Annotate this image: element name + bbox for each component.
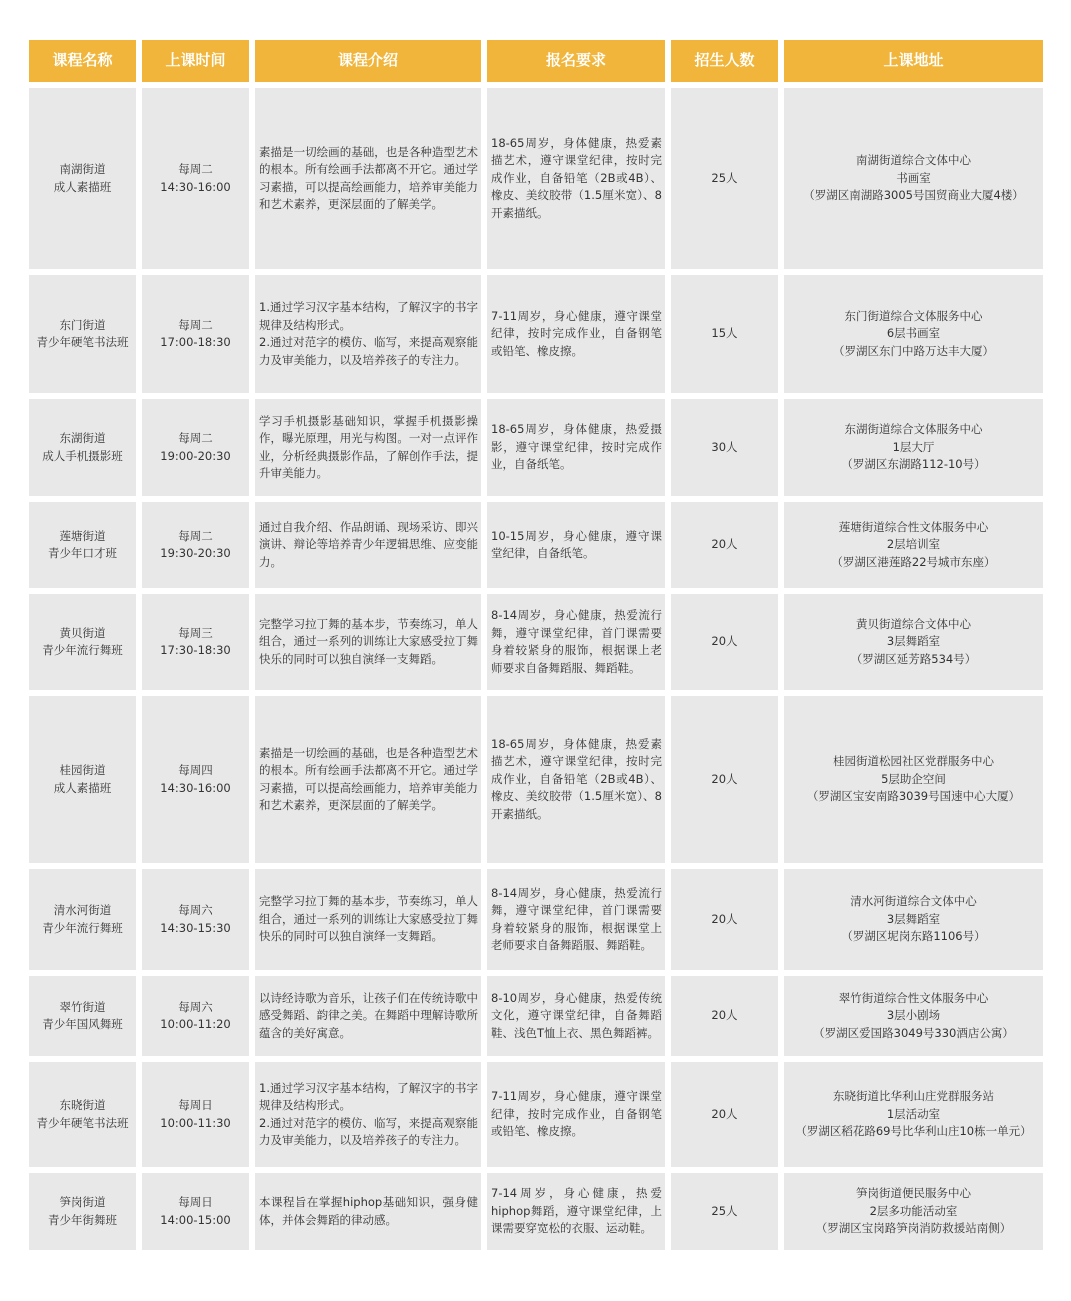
requirements-cell [487, 1062, 665, 1167]
course-intro-cell-text: 1.通过学习汉字基本结构，了解汉字的书字规律及结构形式。 2.通过对范字的模仿、临写，来提高观察能力及审美能力，以及培养孩子的专注力。 [259, 300, 478, 367]
table-row [29, 1173, 1043, 1250]
course-name-cell-text: 南湖街道 成人素描班 [53, 162, 112, 194]
enrollment-count-cell [671, 502, 778, 588]
course-intro-cell-text: 以诗经诗歌为音乐，让孩子们在传统诗歌中感受舞蹈、韵律之美。在舞蹈中理解诗歌所蕴含的美好寓意。 [259, 990, 478, 1040]
course-intro-cell [255, 594, 481, 690]
enrollment-count-cell [671, 1062, 778, 1167]
requirements-cell [487, 869, 665, 970]
address-cell-text: 东湖街道综合文体服务中心 1层大厅 （罗湖区东湖路112-10号） [841, 422, 986, 472]
course-intro-cell-text: 素描是一切绘画的基础，也是各种造型艺术的根本。所有绘画手法都离不开它。通过学习素描，可以提高绘画能力，培养审美能力和艺术素养，更深层面的了解美学。 [259, 144, 478, 211]
requirements-cell [487, 976, 665, 1056]
course-name-cell [29, 1173, 136, 1250]
address-cell [784, 1173, 1043, 1250]
address-cell-text: 清水河街道综合文体中心 3层舞蹈室 （罗湖区坭岗东路1106号） [841, 894, 986, 944]
course-intro-cell [255, 1173, 481, 1250]
requirements-cell [487, 594, 665, 690]
course-name-cell-text: 笋岗街道 青少年街舞班 [48, 1195, 117, 1227]
requirements-cell-text: 8-14周岁，身心健康，热爱流行舞，遵守课堂纪律，首门课需要身着较紧身的服饰，根据课堂上老师要求自备舞蹈服、舞蹈鞋。 [491, 885, 662, 952]
header-enrollment: 招生人数 [671, 40, 778, 82]
class-time-cell [142, 88, 249, 269]
class-time-cell [142, 869, 249, 970]
course-name-cell [29, 1062, 136, 1167]
address-cell-text: 南湖街道综合文体中心 书画室 （罗湖区南湖路3005号国贸商业大厦4楼） [803, 153, 1024, 203]
table-row [29, 1062, 1043, 1167]
address-cell-text: 东门街道综合文体服务中心 6层书画室 （罗湖区东门中路万达丰大厦） [833, 308, 994, 358]
table-row [29, 502, 1043, 588]
course-intro-cell [255, 399, 481, 496]
enrollment-count-cell-text: 20人 [711, 1106, 738, 1121]
course-name-cell [29, 502, 136, 588]
address-cell [784, 1062, 1043, 1167]
requirements-cell-text: 7-14周岁，身心健康，热爱hiphop舞蹈，遵守课堂纪律，上课需要穿宽松的衣服、运动鞋。 [491, 1186, 662, 1236]
address-cell [784, 275, 1043, 393]
table-header [29, 40, 1043, 82]
course-name-cell-text: 东门街道 青少年硬笔书法班 [36, 317, 129, 349]
course-intro-cell [255, 976, 481, 1056]
address-cell-text: 莲塘街道综合性文体服务中心 2层培训室 （罗湖区港莲路22号城市东座） [831, 519, 996, 569]
class-time-cell [142, 1062, 249, 1167]
course-name-cell-text: 东晓街道 青少年硬笔书法班 [36, 1098, 129, 1130]
class-time-cell-text: 每周四 14:30-16:00 [160, 763, 231, 795]
class-time-cell-text: 每周六 14:30-15:30 [160, 903, 231, 935]
course-name-cell-text: 翠竹街道 青少年国风舞班 [42, 999, 123, 1031]
course-intro-cell [255, 869, 481, 970]
enrollment-count-cell [671, 88, 778, 269]
class-time-cell-text: 每周二 17:00-18:30 [160, 317, 231, 349]
address-cell [784, 869, 1043, 970]
enrollment-count-cell-text: 20人 [711, 537, 738, 552]
header-course-intro: 课程介绍 [255, 40, 481, 82]
class-time-cell [142, 696, 249, 863]
class-time-cell-text: 每周二 14:30-16:00 [160, 162, 231, 194]
requirements-cell-text: 18-65周岁，身体健康，热爱素描艺术，遵守课堂纪律，按时完成作业，自备铅笔（2B或4B）、橡皮、美纹胶带（1.5厘米宽）、8开素描纸。 [491, 736, 662, 821]
enrollment-count-cell-text: 30人 [711, 439, 738, 454]
address-cell [784, 399, 1043, 496]
course-intro-cell-text: 1.通过学习汉字基本结构，了解汉字的书字规律及结构形式。 2.通过对范字的模仿、临写，来提高观察能力及审美能力，以及培养孩子的专注力。 [259, 1080, 478, 1147]
table-row [29, 399, 1043, 496]
address-cell [784, 976, 1043, 1056]
enrollment-count-cell [671, 275, 778, 393]
enrollment-count-cell [671, 399, 778, 496]
course-intro-cell-text: 完整学习拉丁舞的基本步，节奏练习，单人组合，通过一系列的训练让大家感受拉丁舞快乐的同时可以独自演绎一支舞蹈。 [259, 616, 478, 666]
address-cell [784, 696, 1043, 863]
address-cell-text: 笋岗街道便民服务中心 2层多功能活动室 （罗湖区宝岗路笋岗消防救援站南侧） [815, 1186, 1012, 1236]
course-intro-cell [255, 1062, 481, 1167]
enrollment-count-cell-text: 20人 [711, 771, 738, 786]
enrollment-count-cell [671, 869, 778, 970]
address-cell-text: 东晓街道比华利山庄党群服务站 1层活动室 （罗湖区稻花路69号比华利山庄10栋一单元） [795, 1089, 1032, 1139]
class-time-cell-text: 每周六 10:00-11:20 [160, 999, 231, 1031]
enrollment-count-cell [671, 976, 778, 1056]
class-time-cell-text: 每周日 14:00-15:00 [160, 1195, 231, 1227]
course-intro-cell [255, 88, 481, 269]
course-table [29, 40, 1043, 1256]
address-cell [784, 502, 1043, 588]
class-time-cell [142, 275, 249, 393]
course-name-cell-text: 桂园街道 成人素描班 [53, 763, 112, 795]
course-intro-cell-text: 完整学习拉丁舞的基本步，节奏练习，单人组合，通过一系列的训练让大家感受拉丁舞快乐的同时可以独自演绎一支舞蹈。 [259, 894, 478, 944]
course-name-cell-text: 清水河街道 青少年流行舞班 [42, 903, 123, 935]
requirements-cell-text: 7-11周岁，身心健康，遵守课堂纪律，按时完成作业，自备钢笔或铅笔、橡皮擦。 [491, 308, 662, 358]
class-time-cell-text: 每周三 17:30-18:30 [160, 625, 231, 657]
requirements-cell [487, 502, 665, 588]
address-cell-text: 桂园街道松园社区党群服务中心 5层助企空间 （罗湖区宝安南路3039号国速中心大厦） [806, 754, 1021, 804]
enrollment-count-cell-text: 15人 [711, 326, 738, 341]
course-intro-cell-text: 学习手机摄影基础知识，掌握手机摄影操作，曝光原理，用光与构图。一对一点评作业，分析经典摄影作品，了解创作手法，提升审美能力。 [259, 413, 478, 480]
course-intro-cell [255, 275, 481, 393]
address-cell-text: 翠竹街道综合性文体服务中心 3层小剧场 （罗湖区爱国路3049号330酒店公寓） [813, 990, 1014, 1040]
course-intro-cell [255, 502, 481, 588]
class-time-cell [142, 502, 249, 588]
class-time-cell-text: 每周日 10:00-11:30 [160, 1098, 231, 1130]
enrollment-count-cell-text: 20人 [711, 911, 738, 926]
requirements-cell-text: 18-65周岁，身体健康，热爱摄影，遵守课堂纪律，按时完成作业，自备纸笔。 [491, 422, 662, 472]
address-cell-text: 黄贝街道综合文体中心 3层舞蹈室 （罗湖区延芳路534号） [850, 616, 977, 666]
address-cell [784, 88, 1043, 269]
course-name-cell-text: 东湖街道 成人手机摄影班 [42, 431, 123, 463]
course-intro-cell-text: 通过自我介绍、作品朗诵、现场采访、即兴演讲、辩论等培养青少年逻辑思维、应变能力。 [259, 519, 478, 569]
class-time-cell [142, 594, 249, 690]
course-name-cell [29, 869, 136, 970]
course-name-cell [29, 88, 136, 269]
header-requirements: 报名要求 [487, 40, 665, 82]
enrollment-count-cell [671, 594, 778, 690]
course-intro-cell-text: 本课程旨在掌握hiphop基础知识，强身健体，并体会舞蹈的律动感。 [259, 1195, 478, 1227]
class-time-cell-text: 每周二 19:30-20:30 [160, 528, 231, 560]
table-row [29, 869, 1043, 970]
address-cell [784, 594, 1043, 690]
course-name-cell [29, 275, 136, 393]
requirements-cell-text: 18-65周岁，身体健康，热爱素描艺术，遵守课堂纪律，按时完成作业，自备铅笔（2B或4B）、橡皮、美纹胶带（1.5厘米宽）、8开素描纸。 [491, 135, 662, 220]
class-time-cell [142, 976, 249, 1056]
course-name-cell-text: 莲塘街道 青少年口才班 [48, 528, 117, 560]
requirements-cell [487, 1173, 665, 1250]
requirements-cell-text: 7-11周岁，身心健康，遵守课堂纪律，按时完成作业，自备钢笔或铅笔、橡皮擦。 [491, 1089, 662, 1139]
requirements-cell [487, 696, 665, 863]
class-time-cell [142, 1173, 249, 1250]
enrollment-count-cell [671, 696, 778, 863]
header-address: 上课地址 [784, 40, 1043, 82]
table-row [29, 594, 1043, 690]
header-course-name: 课程名称 [29, 40, 136, 82]
course-name-cell [29, 594, 136, 690]
enrollment-count-cell-text: 25人 [711, 170, 738, 185]
course-name-cell [29, 399, 136, 496]
class-time-cell-text: 每周二 19:00-20:30 [160, 431, 231, 463]
table-row [29, 976, 1043, 1056]
table-row [29, 696, 1043, 863]
requirements-cell-text: 8-14周岁，身心健康，热爱流行舞，遵守课堂纪律，首门课需要身着较紧身的服饰，根据课上老师要求自备舞蹈服、舞蹈鞋。 [491, 608, 662, 675]
table-row [29, 275, 1043, 393]
requirements-cell [487, 275, 665, 393]
requirements-cell-text: 8-10周岁，身心健康，热爱传统文化，遵守课堂纪律，自备舞蹈鞋、浅色T恤上衣、黑色舞蹈裤。 [491, 990, 662, 1040]
course-intro-cell [255, 696, 481, 863]
enrollment-count-cell [671, 1173, 778, 1250]
header-class-time: 上课时间 [142, 40, 249, 82]
course-name-cell [29, 976, 136, 1056]
course-name-cell [29, 696, 136, 863]
enrollment-count-cell-text: 20人 [711, 634, 738, 649]
requirements-cell [487, 88, 665, 269]
enrollment-count-cell-text: 25人 [711, 1203, 738, 1218]
table-row [29, 88, 1043, 269]
course-intro-cell-text: 素描是一切绘画的基础，也是各种造型艺术的根本。所有绘画手法都离不开它。通过学习素描，可以提高绘画能力，培养审美能力和艺术素养，更深层面的了解美学。 [259, 745, 478, 812]
requirements-cell [487, 399, 665, 496]
course-name-cell-text: 黄贝街道 青少年流行舞班 [42, 625, 123, 657]
requirements-cell-text: 10-15周岁，身心健康，遵守课堂纪律，自备纸笔。 [491, 528, 662, 560]
class-time-cell [142, 399, 249, 496]
enrollment-count-cell-text: 20人 [711, 1008, 738, 1023]
